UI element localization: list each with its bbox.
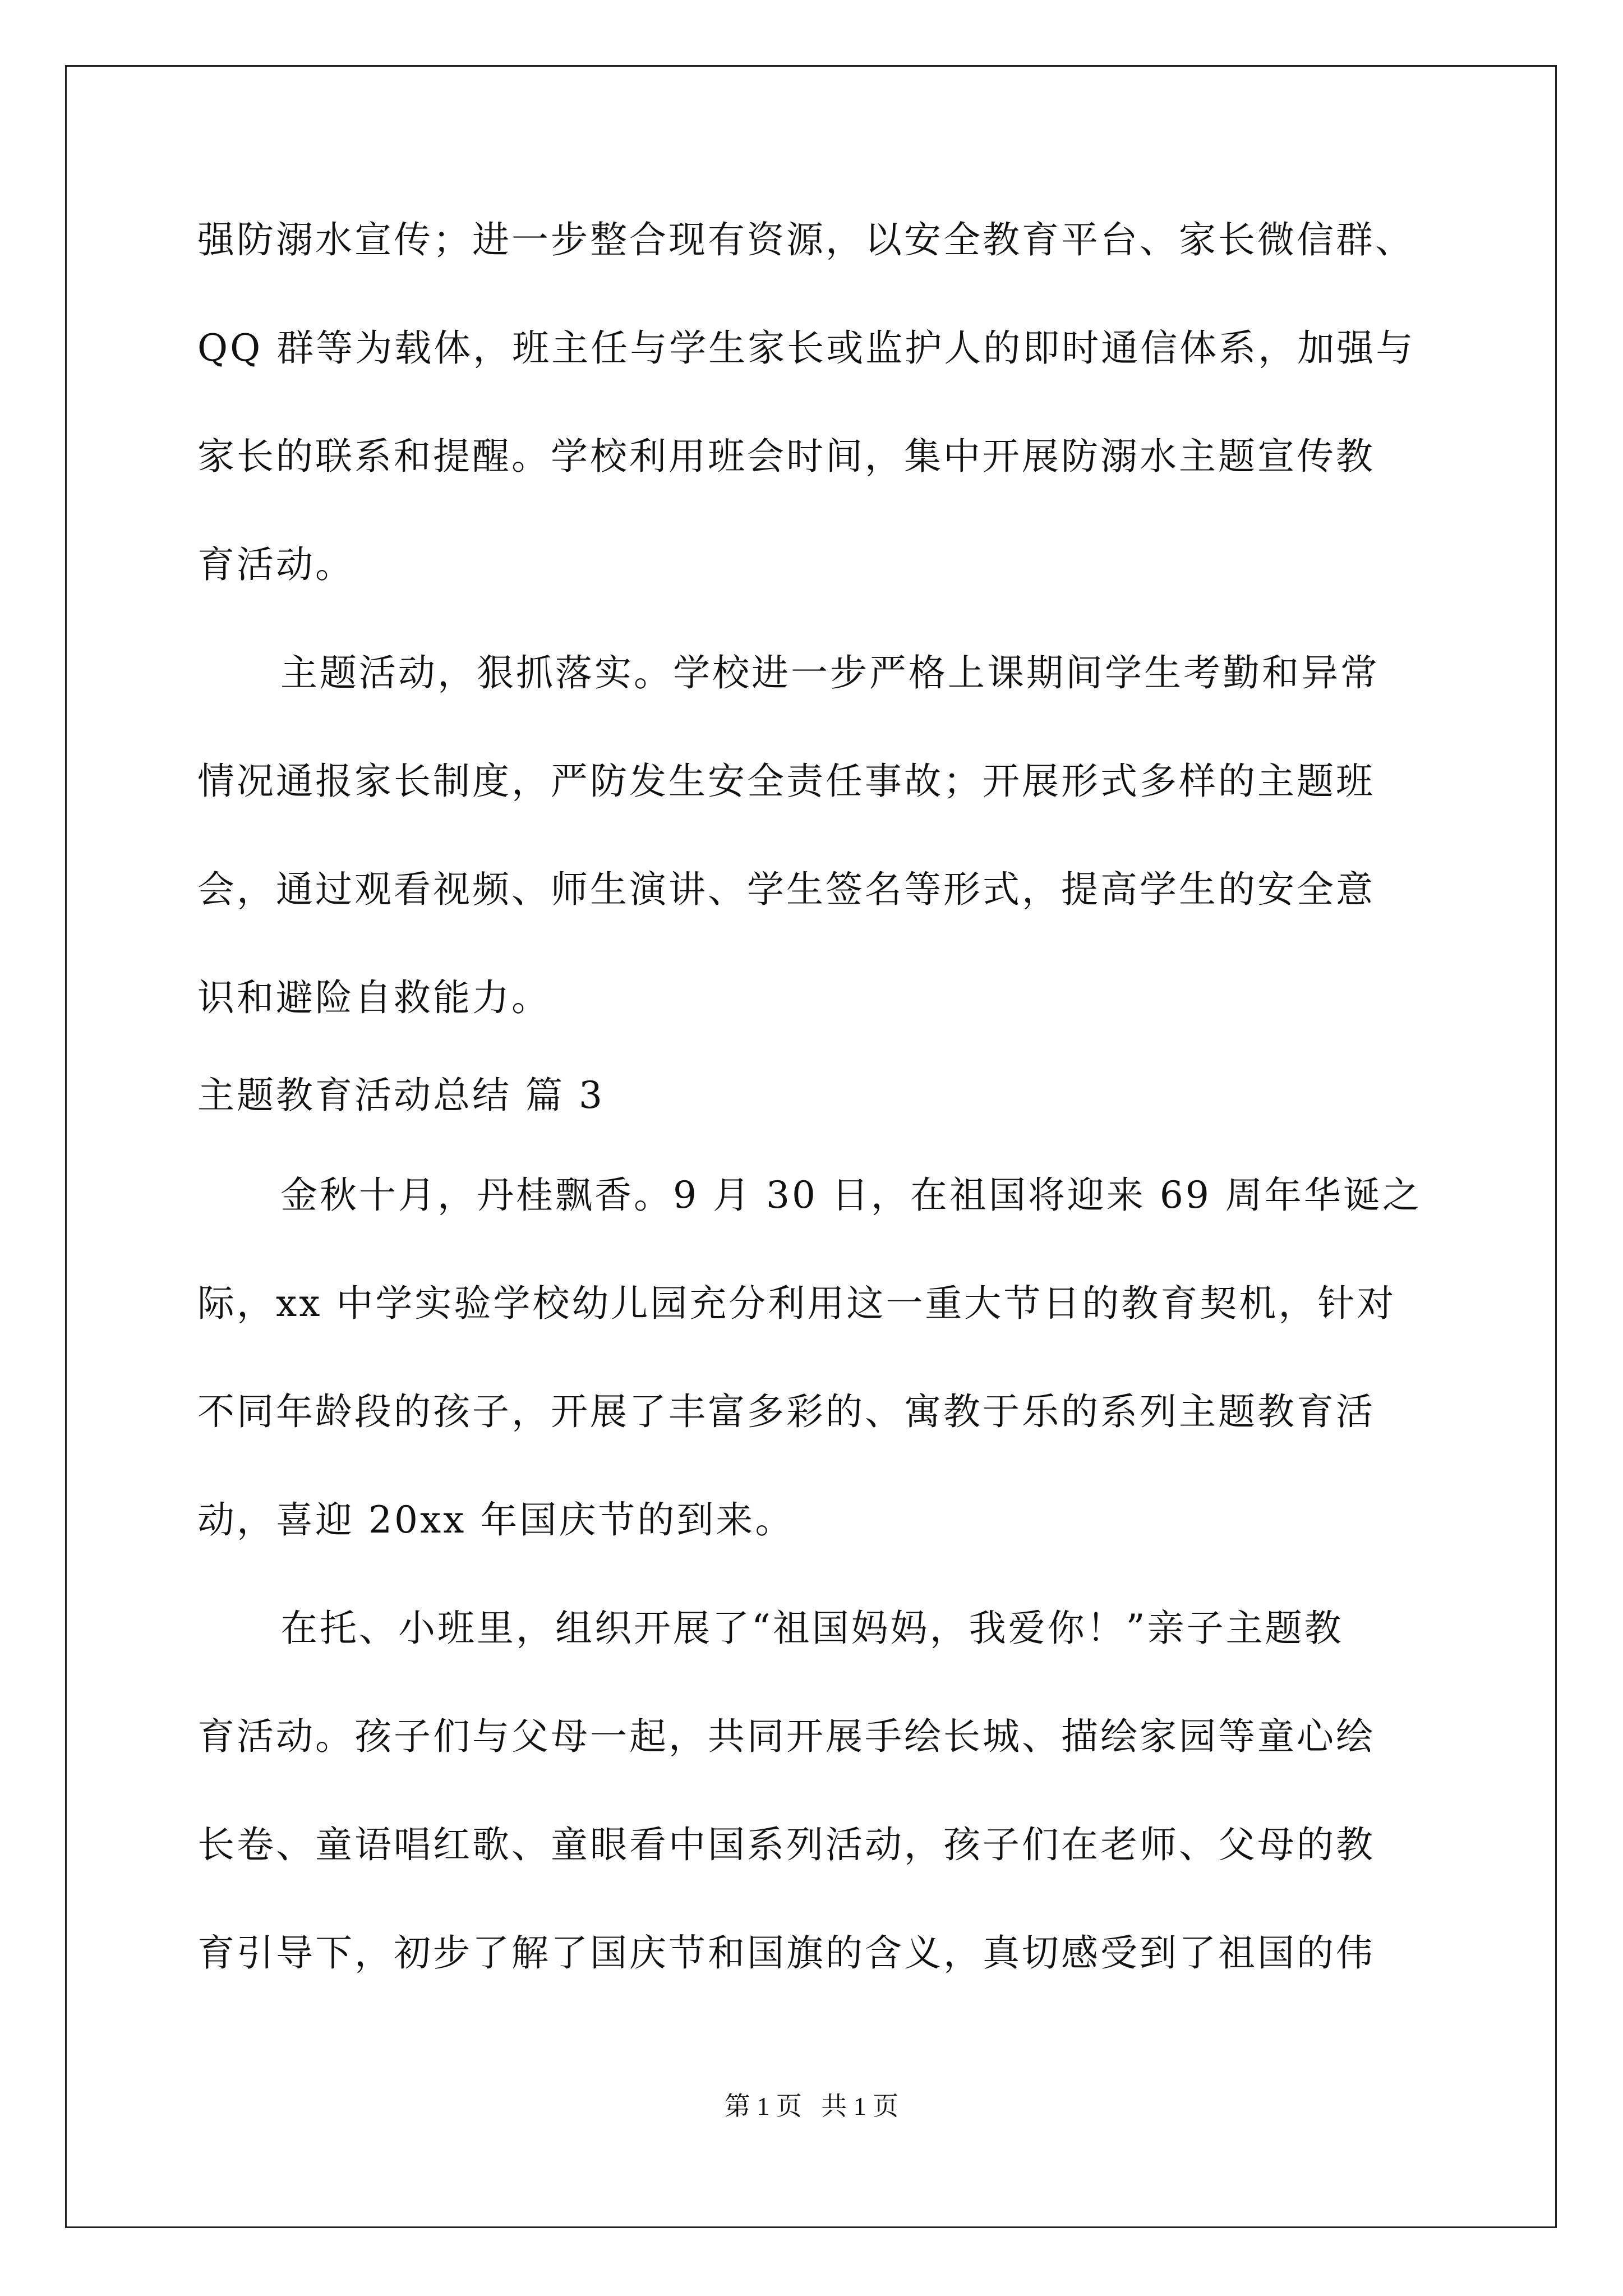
text-line: 育引导下，初步了解了国庆节和国旗的含义，真切感受到了祖国的伟 — [197, 1931, 1375, 1975]
text-line: 识和避险自救能力。 — [197, 976, 551, 1019]
text-line: 育活动。孩子们与父母一起，共同开展手绘长城、描绘家园等童心绘 — [197, 1715, 1375, 1758]
text-line: 家长的联系和提醒。学校利用班会时间，集中开展防溺水主题宣传教 — [197, 435, 1375, 478]
text-line: 长卷、童语唱红歌、童眼看中国系列活动，孩子们在老师、父母的教 — [197, 1823, 1375, 1866]
text-line: 不同年龄段的孩子，开展了丰富多彩的、寓教于乐的系列主题教育活 — [197, 1390, 1375, 1433]
text-line: 际，xx 中学实验学校幼儿园充分利用这一重大节日的教育契机，针对 — [197, 1282, 1396, 1325]
page-number-footer: 第 1 页 共 1 页 — [724, 2092, 899, 2120]
page-border — [65, 65, 1557, 2228]
paragraph-first-line: 金秋十月，丹桂飘香。9 月 30 日，在祖国将迎来 69 周年华诞之 — [280, 1174, 1422, 1217]
paragraph-first-line: 在托、小班里，组织开展了“祖国妈妈，我爱你！”亲子主题教 — [280, 1607, 1344, 1650]
paragraph-first-line: 主题活动，狠抓落实。学校进一步严格上课期间学生考勤和异常 — [280, 651, 1380, 694]
section-heading: 主题教育活动总结 篇 3 — [197, 1074, 605, 1117]
text-line: QQ 群等为载体，班主任与学生家长或监护人的即时通信体系，加强与 — [197, 326, 1415, 370]
text-line: 情况通报家长制度，严防发生安全责任事故；开展形式多样的主题班 — [197, 760, 1375, 803]
text-line: 育活动。 — [197, 543, 354, 586]
text-line: 会，通过观看视频、师生演讲、学生签名等形式，提高学生的安全意 — [197, 868, 1375, 911]
text-line: 动，喜迎 20xx 年国庆节的到来。 — [197, 1498, 795, 1542]
text-line: 强防溺水宣传；进一步整合现有资源，以安全教育平台、家长微信群、 — [197, 218, 1414, 261]
